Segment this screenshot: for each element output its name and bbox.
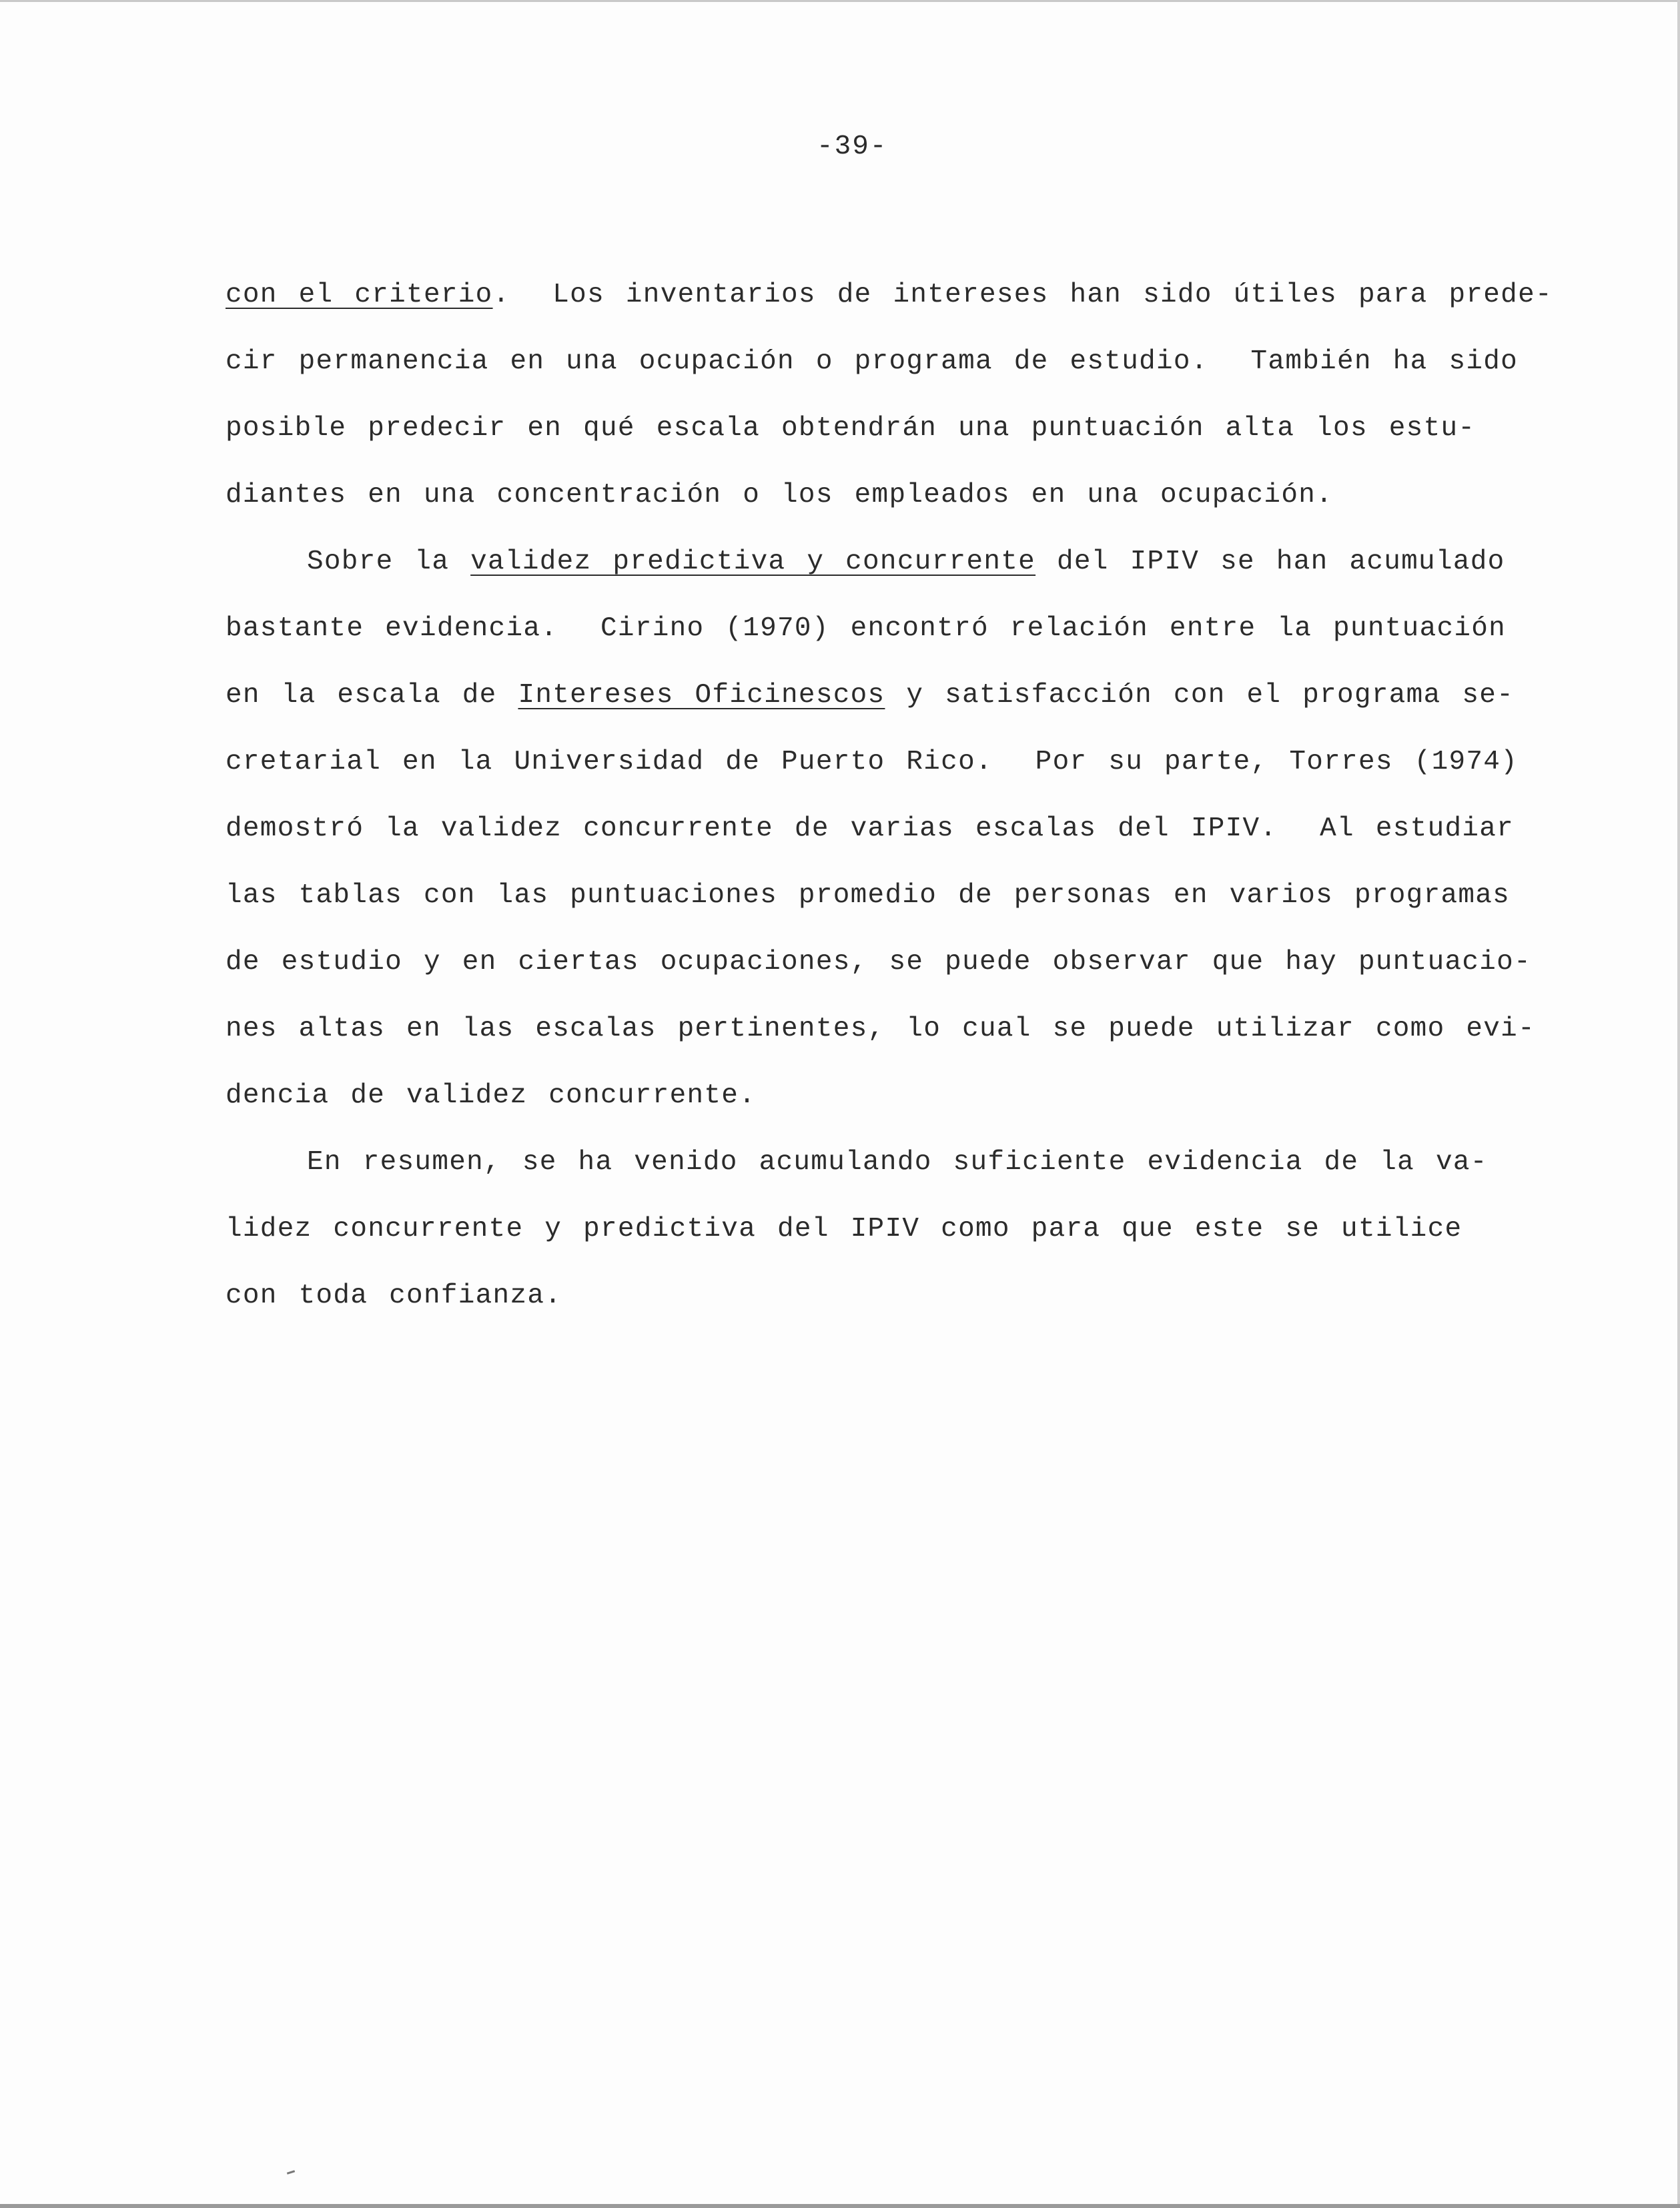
text-line: las tablas con las puntuaciones promedio de personas en varios programas [226, 880, 1511, 911]
page-bottom-edge [0, 2204, 1680, 2208]
text-line: lidez concurrente y predictiva del IPIV como para que este se utilice [226, 1214, 1462, 1244]
text-line: de estudio y en ciertas ocupaciones, se puede observar que hay puntuacio- [226, 947, 1531, 978]
text-line: demostró la validez concurrente de varias escalas del IPIV. Al estudiar [226, 813, 1515, 844]
body-text [226, 262, 1553, 1329]
paper-speck [287, 2170, 295, 2175]
text-line: dencia de validez concurrente. [226, 1080, 757, 1111]
text-line: cir permanencia en una ocupación o programa de estudio. También ha sido [226, 346, 1519, 377]
line-text: en la escala de [226, 680, 518, 711]
line-text: Sobre la [307, 546, 471, 577]
text-line: diantes en una concentración o los empleados en una ocupación. [226, 480, 1334, 510]
text-line [226, 662, 1515, 729]
line-text: . Los inventarios de intereses han sido útiles para prede- [492, 280, 1553, 310]
text-line [226, 528, 1505, 595]
text-line: con toda confianza. [226, 1280, 562, 1311]
text-line: posible predecir en qué escala obtendrán una puntuación alta los estu- [226, 413, 1476, 444]
text-line: cretarial en la Universidad de Puerto Rico. Por su parte, Torres (1974) [226, 747, 1519, 777]
underlined-term: validez predictiva y concurrente [470, 546, 1036, 577]
line-text: y satisfacción con el programa se- [885, 680, 1515, 711]
text-line: nes altas en las escalas pertinentes, lo cual se puede utilizar como evi- [226, 1014, 1535, 1044]
page-number: -39- [817, 131, 888, 162]
underlined-term: con el criterio [226, 280, 493, 310]
text-line: En resumen, se ha venido acumulando suficiente evidencia de la va- [307, 1147, 1488, 1178]
text-line [226, 262, 1553, 328]
page-right-edge [1677, 0, 1680, 2208]
page-top-edge [0, 0, 1680, 2]
line-text: del IPIV se han acumulado [1035, 546, 1505, 577]
text-line: bastante evidencia. Cirino (1970) encontró relación entre la puntuación [226, 613, 1507, 644]
underlined-term: Intereses Oficinescos [518, 680, 885, 711]
